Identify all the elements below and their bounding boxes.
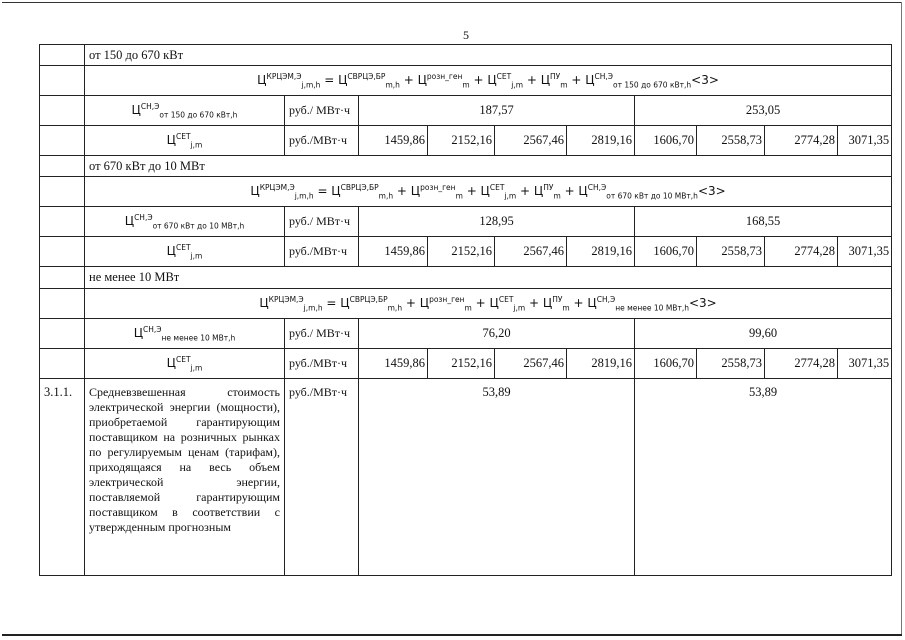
unit-label: руб./МВт·ч [285,349,359,379]
sn-value-1: 128,95 [359,207,635,237]
page-frame-top [2,2,902,3]
sn-value-1: 76,20 [359,319,635,349]
price-formula: $Ц^{КРЦЭМ,Э}_{j,m,h} = Ц^{СВРЦЭ,БР}_{m,h} + Ц^{розн\_ген}_m + Ц^{СЕТ}_{j,m} + Ц^{ПУ}_m + Ц^{СН,Э}_{от 150 до 670 кВт,h}<3>$ [85,66,892,96]
section-title-row [40,156,892,177]
network-price-cell: 2567,46 [495,126,567,156]
sn-tariff-row [40,319,892,349]
network-price-cell: 2774,28 [765,237,838,267]
network-price-cell: 1459,86 [359,349,428,379]
network-price-cell: 3071,35 [838,349,892,379]
network-price-cell: 1459,86 [359,237,428,267]
network-price-cell: 1606,70 [635,126,697,156]
formula-row [40,289,892,319]
network-symbol: $Ц^{СЕТ}_{j,m}$ [85,349,285,379]
network-price-cell: 2819,16 [567,126,635,156]
page-frame-bottom [2,634,902,636]
sn-value-1: 187,57 [359,96,635,126]
network-price-cell: 2819,16 [567,349,635,379]
network-price-cell: 2567,46 [495,349,567,379]
item-description: Средневзвешенная стоимость электрической энергии (мощности), приобретаемой гарантирующим поставщиком на розничных рынках по регулируемым ценам (тарифам), приходящаяся на весь объем электрической энергии, поставляемой гарантирующим поставщиком в соответствии с утвержденным прогнозным [85,379,285,576]
unit-label: руб./ МВт·ч [285,319,359,349]
network-price-cell: 3071,35 [838,237,892,267]
unit-label: руб./ МВт·ч [285,207,359,237]
network-symbol: $Ц^{СЕТ}_{j,m}$ [85,237,285,267]
sn-tariff-row [40,96,892,126]
unit-label: руб./ МВт·ч [285,96,359,126]
network-price-cell: 2558,73 [697,126,765,156]
network-symbol: $Ц^{СЕТ}_{j,m}$ [85,126,285,156]
network-tariff-row [40,126,892,156]
network-price-cell: 1606,70 [635,237,697,267]
section-title: от 670 кВт до 10 МВт [85,156,892,177]
network-price-cell: 2558,73 [697,237,765,267]
network-tariff-row [40,237,892,267]
network-price-cell: 2152,16 [428,349,495,379]
item-number: 3.1.1. [40,379,85,576]
section-title-row [40,267,892,289]
network-price-cell: 2774,28 [765,126,838,156]
sn-symbol: $Ц^{СН,Э}_{не менее 10 МВт,h}$ [85,319,285,349]
network-price-cell: 2567,46 [495,237,567,267]
network-price-cell: 2152,16 [428,126,495,156]
network-price-cell: 2152,16 [428,237,495,267]
unit-label: руб./МВт·ч [285,237,359,267]
network-price-cell: 2558,73 [697,349,765,379]
tariff-table [39,44,892,576]
item-value-2: 53,89 [635,379,892,576]
sn-symbol: $Ц^{СН,Э}_{от 150 до 670 кВт,h}$ [85,96,285,126]
sn-value-2: 168,55 [635,207,892,237]
network-price-cell: 1606,70 [635,349,697,379]
formula-row [40,177,892,207]
section-title: от 150 до 670 кВт [85,45,892,66]
network-price-cell: 2819,16 [567,237,635,267]
item-value-1: 53,89 [359,379,635,576]
price-formula: $Ц^{КРЦЭМ,Э}_{j,m,h} = Ц^{СВРЦЭ,БР}_{m,h} + Ц^{розн\_ген}_m + Ц^{СЕТ}_{j,m} + Ц^{ПУ}_m + Ц^{СН,Э}_{от 670 кВт до 10 МВт,h}<3>$ [85,177,892,207]
page-frame-right [901,2,902,636]
section-title: не менее 10 МВт [85,267,892,289]
sn-symbol: $Ц^{СН,Э}_{от 670 кВт до 10 МВт,h}$ [85,207,285,237]
sn-value-2: 253,05 [635,96,892,126]
sn-value-2: 99,60 [635,319,892,349]
network-price-cell: 2774,28 [765,349,838,379]
item-3-1-1-row [40,379,892,576]
formula-row [40,66,892,96]
page-number: 5 [463,28,469,42]
unit-label: руб./МВт·ч [285,379,359,576]
price-formula: $Ц^{КРЦЭМ,Э}_{j,m,h} = Ц^{СВРЦЭ,БР}_{m,h} + Ц^{розн\_ген}_m + Ц^{СЕТ}_{j,m} + Ц^{ПУ}_m + Ц^{СН,Э}_{не менее 10 МВт,h}<3>$ [85,289,892,319]
network-tariff-row [40,349,892,379]
network-price-cell: 3071,35 [838,126,892,156]
unit-label: руб./МВт·ч [285,126,359,156]
network-price-cell: 1459,86 [359,126,428,156]
section-title-row [40,45,892,66]
sn-tariff-row [40,207,892,237]
